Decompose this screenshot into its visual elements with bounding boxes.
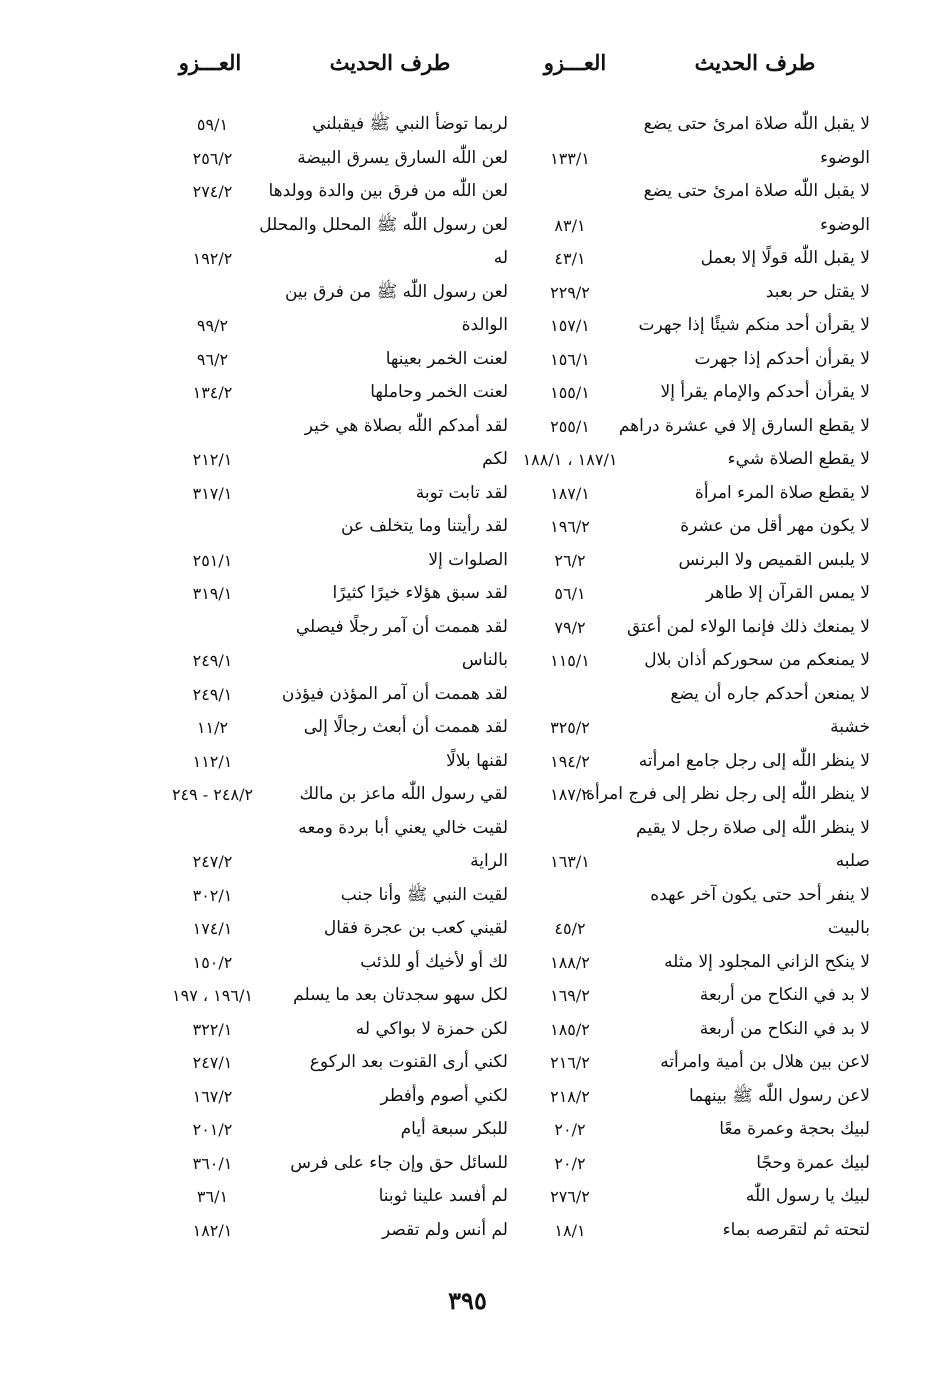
entry-text: لعنت الخمر بعينها — [385, 348, 508, 369]
entry-ref: ١٥٠/٢ — [192, 952, 233, 972]
entry-text: صلبه — [835, 851, 870, 871]
entry-ref: ٢٠١/٢ — [192, 1120, 233, 1139]
entry-text: لا يقبل اللّٰه صلاة امرئ حتى يضع — [643, 181, 870, 201]
entry-text: لقنها بلالًا — [446, 750, 508, 771]
entry-ref: ٧٩/٢ — [554, 617, 586, 637]
entry-ref: ١٦٧/٢ — [192, 1086, 233, 1106]
entry-text: لقد هممت أن آمر المؤذن فيؤذن — [281, 683, 508, 704]
entry-ref: ٢٢٩/٢ — [550, 282, 590, 302]
header-left-text: طرف الحديث — [329, 50, 451, 75]
entry-text: لا ينظر اللّٰه إلى صلاة رجل لا يقيم — [636, 817, 870, 838]
entry-text: لا يلبس القميص ولا البرنس — [678, 549, 870, 570]
entry-ref: ١١٢/١ — [192, 751, 233, 771]
header-right-ref: العـــزو — [543, 50, 607, 75]
entry-text: له — [493, 248, 508, 268]
entry-text: لا يمس القرآن إلا طاهر — [705, 583, 870, 603]
entry-ref — [150, 611, 275, 645]
entry-text: لقيت النبي ﷺ وأنا جنب — [340, 884, 508, 905]
header-left-ref: العـــزو — [178, 50, 242, 75]
entry-text: لعن رسول اللّٰه ﷺ من فرق بين — [284, 281, 508, 302]
entry-ref: ١٧٤/١ — [192, 919, 233, 938]
entry-ref: ٢٤٧/٢ — [192, 852, 233, 871]
entry-text: لقي رسول اللّٰه ماعز بن مالك — [299, 784, 508, 804]
entry-ref: ٢٧٤/٢ — [192, 182, 233, 201]
entry-ref — [515, 879, 625, 913]
entry-ref — [150, 276, 275, 310]
entry-text: لا يمنعكم من سحوركم أذان بلال — [644, 650, 870, 670]
entry-ref: ١٨٥/٢ — [550, 1019, 590, 1039]
entry-ref: ١٦٩/٢ — [550, 986, 590, 1005]
entry-text: لاعن بين هلال بن أمية وامرأته — [660, 1052, 870, 1072]
entry-ref — [150, 410, 275, 444]
entry-text: لا يكون مهر أقل من عشرة — [680, 516, 870, 536]
entry-ref: ١٨/١ — [554, 1220, 586, 1240]
entry-ref: ٩٩/٢ — [196, 316, 229, 335]
entry-text: الوضوء — [820, 147, 870, 168]
entry-ref: ٣١٧/١ — [192, 483, 233, 503]
entry-ref: ١٥٥/١ — [550, 383, 590, 402]
entry-ref: ١٨٧/٢ — [550, 785, 590, 804]
entry-ref: ١٨٧/١ — [550, 483, 590, 503]
entry-ref: ١٨٧/١ ، ١٨٨/١ — [522, 450, 618, 469]
entry-ref: ١٣٣/١ — [550, 148, 590, 168]
entry-ref: ٢٤٧/١ — [192, 1053, 233, 1072]
entry-text: الراية — [470, 851, 508, 871]
entry-text: لا ينكح الزاني المجلود إلا مثله — [664, 951, 870, 972]
entry-ref: ١٥٧/١ — [550, 316, 590, 335]
left-column-texts — [259, 108, 508, 1247]
entry-text: لم أفسد علينا ثوبنا — [378, 1186, 508, 1206]
entry-ref: ١٩٢/٢ — [192, 249, 233, 268]
entry-ref: ٢٠/٢ — [554, 1120, 586, 1139]
entry-ref: ١٣٤/٢ — [192, 383, 233, 402]
entry-text: لكل سهو سجدتان بعد ما يسلم — [293, 985, 508, 1005]
left-column-refs — [150, 108, 275, 1247]
entry-ref: ٢٠/٢ — [554, 1153, 586, 1173]
entry-ref: ٣٦٠/١ — [192, 1153, 233, 1173]
entry-ref: ٥٦/١ — [554, 584, 586, 603]
entry-text: لبيك عمرة وحجًا — [756, 1152, 870, 1173]
entry-text: لا يقطع صلاة المرء امرأة — [694, 482, 870, 503]
entry-text: لكني أرى القنوت بعد الركوع — [309, 1052, 508, 1072]
entry-text: لا يقبل اللّٰه صلاة امرئ حتى يضع — [643, 114, 870, 134]
entry-text: لا ينظر اللّٰه إلى رجل نظر إلى فرج امرأة — [586, 784, 870, 804]
entry-ref: ١٩٦/٢ — [550, 517, 590, 536]
entry-ref: ١٨٨/٢ — [550, 952, 590, 972]
entry-text: لقد سبق هؤلاء خيرًا كثيرًا — [332, 583, 508, 603]
entry-ref: ١١/٢ — [196, 718, 229, 737]
entry-text: لا يقرأن أحد منكم شيئًا إذا جهرت — [638, 315, 870, 335]
entry-ref: ٥٩/١ — [196, 115, 229, 134]
entry-text: لقد هممت أن أبعث رجالًا إلى — [303, 717, 508, 737]
entry-text: لقد رأيتنا وما يتخلف عن — [340, 516, 508, 536]
entry-ref: ٣٢٥/٢ — [550, 718, 590, 737]
entry-text: لعن اللّٰه من فرق بين والدة وولدها — [268, 181, 508, 201]
entry-ref: ٢٤٨/٢ - ٢٤٩ — [171, 785, 254, 804]
entry-text: لقيت خالي يعني أبا بردة ومعه — [298, 817, 508, 838]
entry-ref: ٢٦/٢ — [554, 550, 586, 570]
entry-ref: ٣٢٢/١ — [192, 1019, 233, 1039]
entry-text: لقد أمدكم اللّٰه بصلاة هي خير — [304, 415, 508, 436]
entry-ref: ٢١٦/٢ — [550, 1053, 590, 1072]
entry-ref: ١٦٣/١ — [550, 852, 590, 871]
entry-text: لعنت الخمر وحاملها — [370, 382, 508, 402]
entry-ref: ١٥٦/١ — [550, 349, 590, 369]
entry-ref: ١٨٢/١ — [192, 1220, 233, 1240]
entry-ref: ٣٦/١ — [196, 1187, 229, 1206]
entry-text: لقيني كعب بن عجرة فقال — [323, 918, 508, 938]
entry-text: لعن اللّٰه السارق يسرق البيضة — [297, 147, 508, 168]
entry-ref: ٨٣/١ — [554, 215, 586, 235]
page-number: ٣٩٥ — [448, 1286, 487, 1315]
entry-ref: ٢٥٥/١ — [550, 416, 590, 436]
entry-text: لا يقطع الصلاة شيء — [727, 449, 870, 469]
entry-ref: ١١٥/١ — [550, 651, 590, 670]
entry-text: لم أنس ولم تقصر — [382, 1219, 508, 1240]
entry-text: خشبة — [830, 717, 870, 737]
entry-ref: ١٩٤/٢ — [550, 751, 590, 771]
entry-text: لكم — [482, 449, 508, 469]
entry-ref — [150, 209, 275, 243]
entry-text: الصلوات إلا — [428, 549, 508, 570]
entry-text: بالبيت — [827, 918, 870, 938]
entry-ref: ٢٧٦/٢ — [550, 1187, 590, 1206]
entry-text: لا ينفر أحد حتى يكون آخر عهده — [650, 884, 870, 905]
entry-ref: ٢٤٩/١ — [192, 684, 233, 704]
entry-text: لا يمنعك ذلك فإنما الولاء لمن أعتق — [627, 616, 870, 637]
entry-ref: ٢١٢/١ — [192, 450, 233, 469]
entry-ref: ٢١٨/٢ — [550, 1086, 590, 1106]
entry-ref — [515, 175, 625, 209]
right-column-refs — [515, 108, 625, 1247]
entry-text: للبكر سبعة أيام — [400, 1119, 508, 1139]
entry-text: الوضوء — [820, 214, 870, 235]
entry-ref: ٤٣/١ — [554, 249, 586, 268]
entry-text: لا ينظر اللّٰه إلى رجل جامع امرأته — [638, 750, 870, 771]
entry-ref: ٢٤٩/١ — [192, 651, 233, 670]
entry-ref: ١٩٦/١ ، ١٩٧ — [172, 986, 253, 1005]
entry-ref: ٩٦/٢ — [196, 349, 229, 369]
entry-ref — [515, 678, 625, 712]
entry-ref — [150, 812, 275, 846]
entry-text: لا يقبل اللّٰه قولًا إلا بعمل — [700, 248, 870, 268]
entry-ref: ٣١٩/١ — [192, 584, 233, 603]
entry-text: الوالدة — [461, 315, 508, 335]
header-right-text: طرف الحديث — [694, 50, 816, 75]
entry-text: لكني أصوم وأفطر — [380, 1085, 508, 1106]
entry-text: لا يقرأن أحدكم إذا جهرت — [694, 348, 870, 369]
entry-text: لا يقطع السارق إلا في عشرة دراهم — [618, 415, 870, 436]
entry-ref: ٢٥٦/٢ — [192, 148, 233, 168]
entry-text: لقد هممت أن آمر رجلًا فيصلي — [295, 616, 508, 637]
entry-ref: ٣٠٢/١ — [192, 885, 233, 905]
entry-text: لبيك يا رسول اللّٰه — [745, 1186, 870, 1206]
entry-text: لعن رسول اللّٰه ﷺ المحلل والمحلل — [259, 214, 508, 235]
entry-ref — [515, 108, 625, 142]
entry-text: للسائل حق وإن جاء على فرس — [290, 1152, 508, 1173]
entry-ref: ٤٥/٢ — [554, 919, 586, 938]
entry-text: لا بد في النكاح من أربعة — [699, 1018, 870, 1039]
entry-text: لا يقرأن أحدكم والإمام يقرأ إلا — [660, 382, 870, 402]
entry-text: لبيك بحجة وعمرة معًا — [719, 1119, 870, 1139]
entry-text: بالناس — [461, 650, 508, 670]
entry-text: لا يقتل حر بعبد — [765, 281, 870, 302]
entry-text: لاعن رسول اللّٰه ﷺ بينهما — [689, 1085, 870, 1106]
entry-ref: ٢٥١/١ — [192, 550, 233, 570]
entry-text: لقد تابت توبة — [415, 482, 508, 503]
right-column-texts — [586, 108, 870, 1247]
entry-text: لكن حمزة لا بواكي له — [355, 1018, 508, 1039]
entry-ref — [150, 510, 275, 544]
entry-text: لربما توضأ النبي ﷺ فيقبلني — [312, 114, 508, 134]
entry-ref — [515, 812, 625, 846]
entry-text: لا يمنعن أحدكم جاره أن يضع — [670, 683, 870, 704]
entry-text: لا بد في النكاح من أربعة — [699, 985, 870, 1005]
entry-text: لك أو لأخيك أو للذئب — [360, 951, 508, 972]
entry-text: لتحته ثم لتقرصه بماء — [722, 1219, 870, 1240]
